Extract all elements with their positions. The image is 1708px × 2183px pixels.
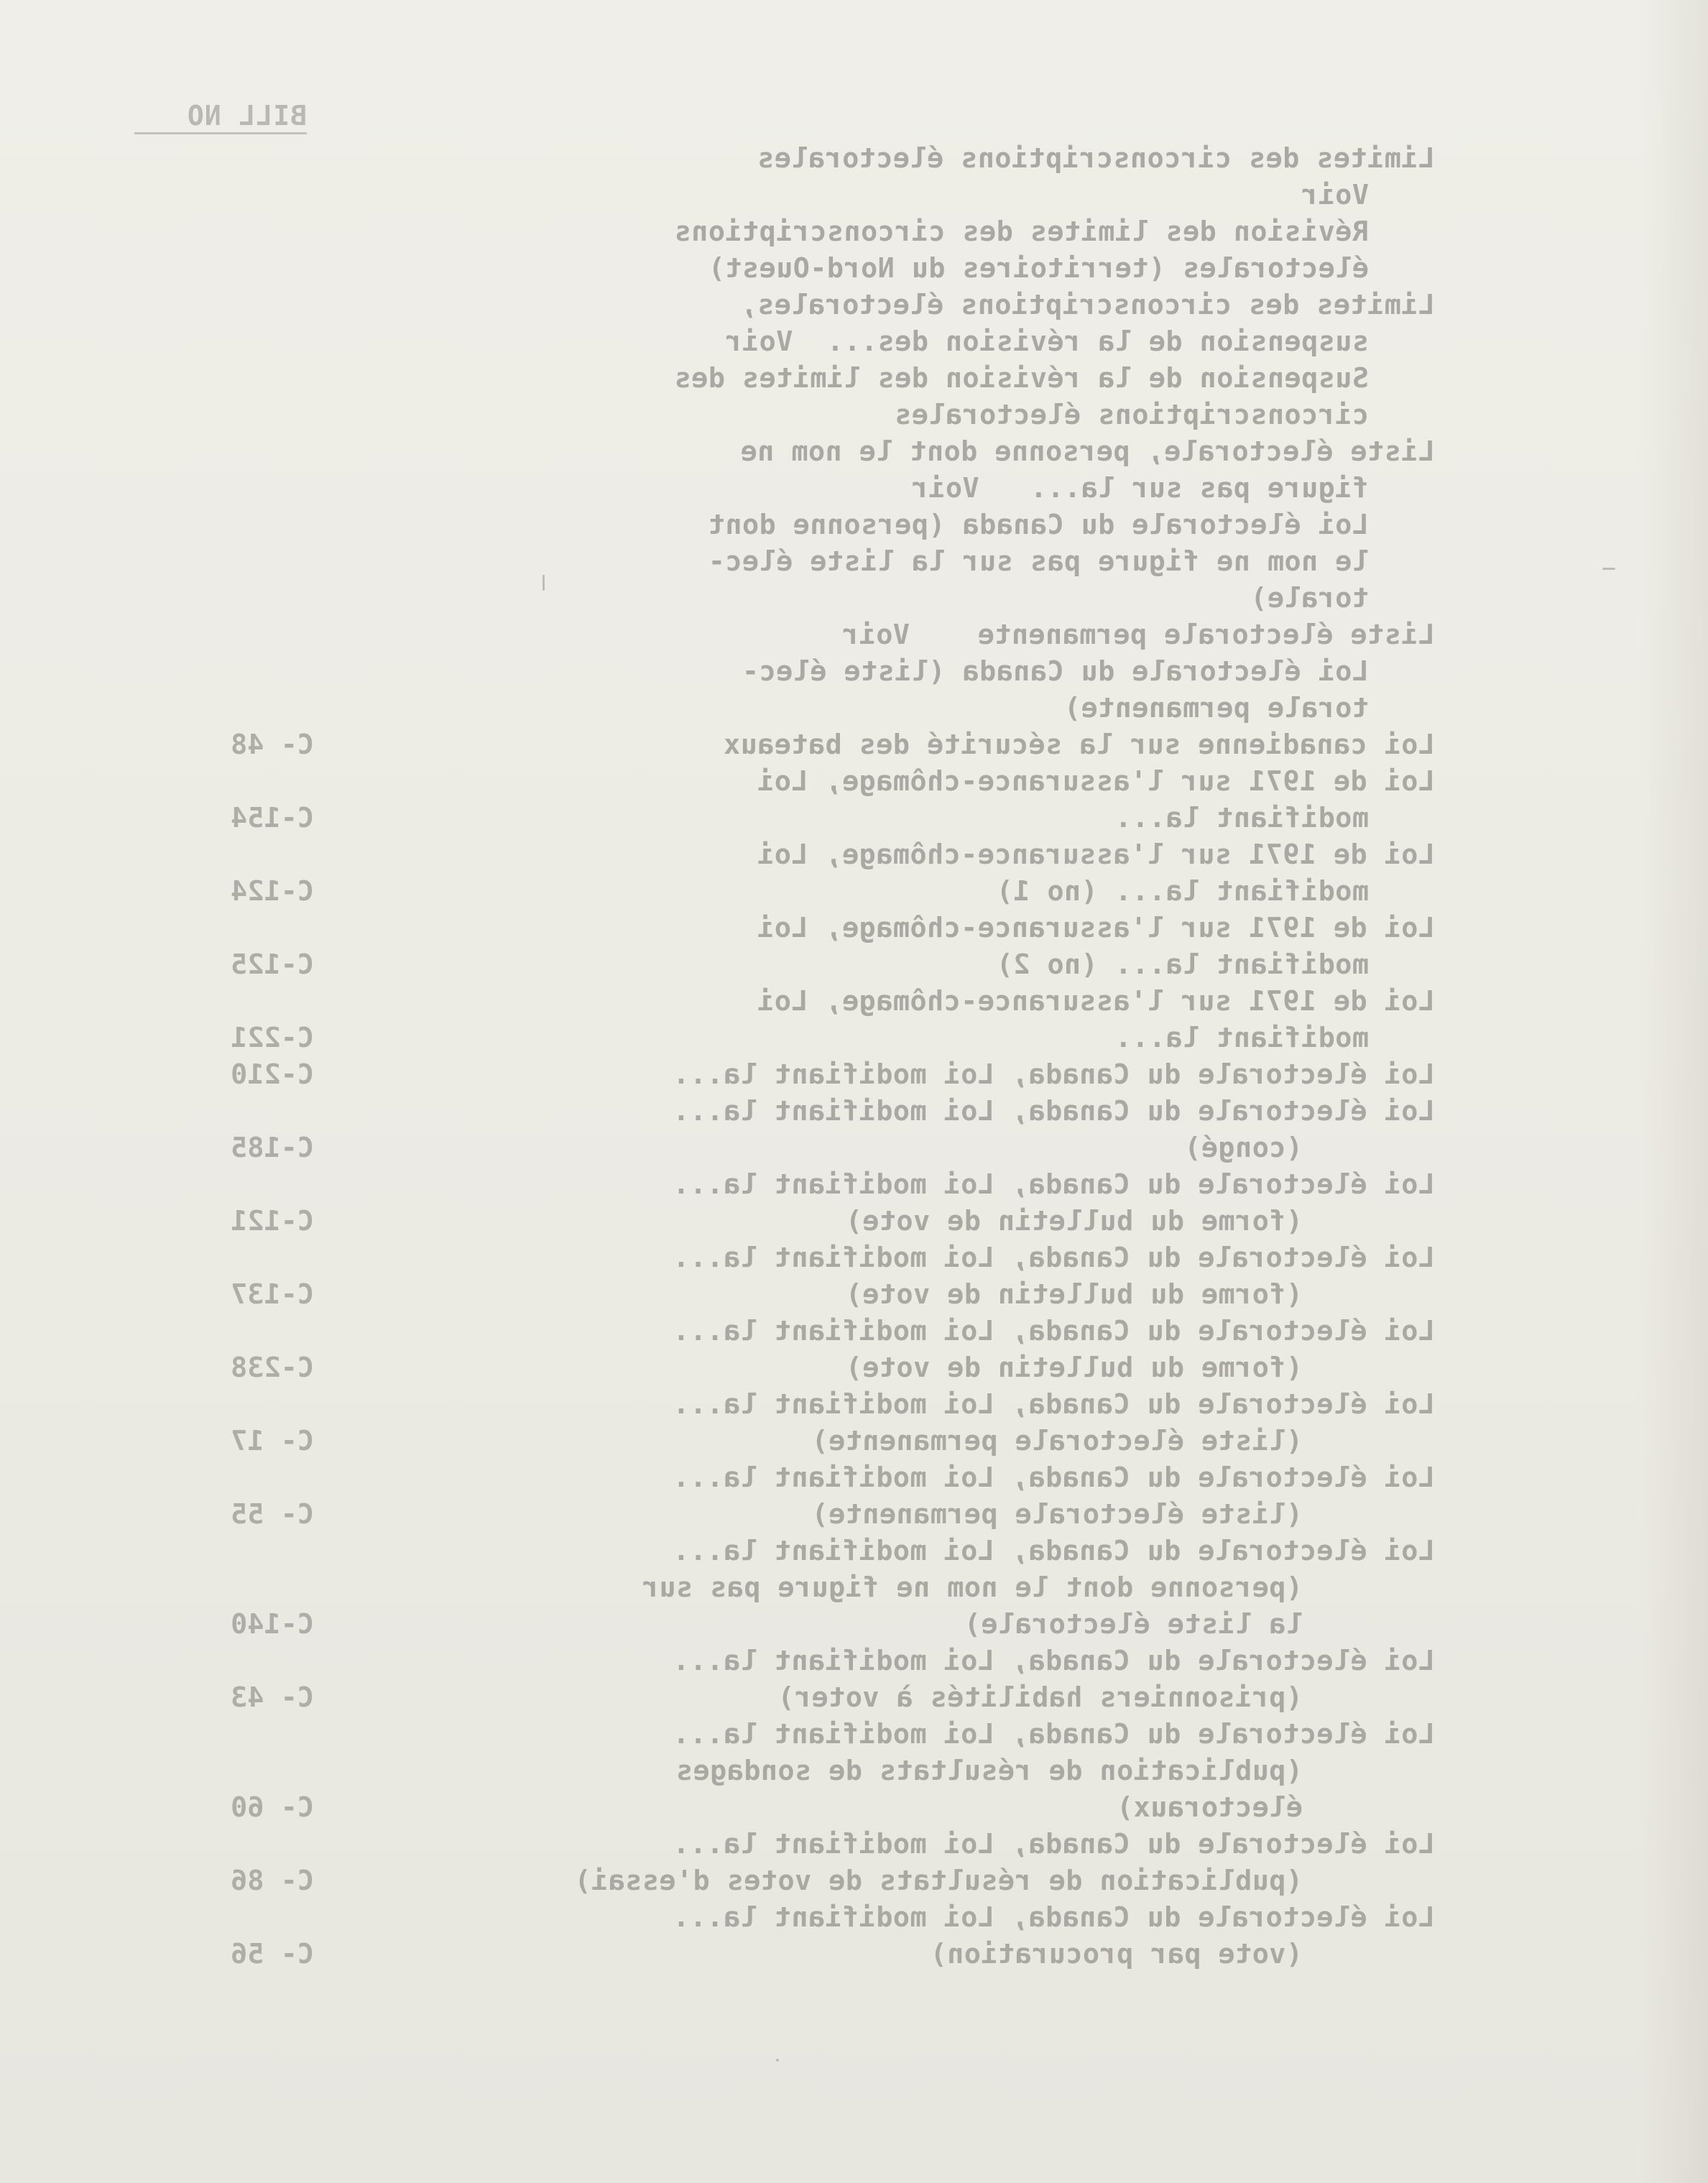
entry-text [407, 1716, 1435, 1826]
index-entry [170, 763, 1435, 836]
entry-text [407, 287, 1435, 433]
index-entry [170, 910, 1435, 983]
entry-line: (forme du bulletin de vote) [845, 1352, 1303, 1384]
entry-line: modifiant la... [1114, 1022, 1369, 1054]
entry-line: électorales (territoires du Nord-Ouest) [708, 252, 1369, 285]
index-entry [170, 433, 1435, 617]
entry-text [407, 1093, 1435, 1166]
bill-number: C- 55 [231, 1498, 314, 1531]
entry-line: Loi électorale du Canada, Loi modifiant la... [672, 1901, 1435, 1934]
entry-text [407, 1533, 1435, 1643]
bill-number: C-210 [231, 1058, 314, 1091]
entry-line: Révision des limites des circonscriptions [674, 216, 1369, 248]
bill-number: C-154 [231, 802, 314, 834]
index-entry [170, 1056, 1435, 1093]
index-entry [170, 1386, 1435, 1459]
index-entry [170, 1533, 1435, 1643]
entry-text [407, 617, 1435, 726]
index-entry [170, 983, 1435, 1056]
index-entry [170, 1166, 1435, 1240]
bill-number: C-238 [231, 1352, 314, 1384]
entry-line: (forme du bulletin de vote) [845, 1205, 1303, 1237]
entry-text [407, 1459, 1435, 1533]
entry-line: Loi électorale du Canada, Loi modifiant la... [672, 1242, 1435, 1274]
entry-line: la liste électorale) [964, 1608, 1303, 1640]
entry-line: Loi électorale du Canada, Loi modifiant la... [672, 1828, 1435, 1860]
index-entry [170, 140, 1435, 287]
bill-number: C- 43 [231, 1681, 314, 1714]
entry-text [407, 1386, 1435, 1459]
bill-number: C-121 [231, 1205, 314, 1237]
entry-line: Loi de 1971 sur l'assurance-chômage, Loi [757, 912, 1435, 944]
index-entry [170, 287, 1435, 433]
entry-text [407, 1056, 1435, 1093]
entry-line: (forme du bulletin de vote) [845, 1278, 1303, 1311]
entry-text [407, 1240, 1435, 1313]
bill-number: C-221 [231, 1022, 314, 1054]
bill-number: C-125 [231, 949, 314, 981]
entry-text [407, 763, 1435, 836]
bill-number: C- 48 [231, 729, 314, 761]
entry-line: modifiant la... (no 1) [996, 875, 1369, 908]
index-entry [170, 1459, 1435, 1533]
entry-line: torale permanente) [1063, 692, 1369, 724]
bill-number: C-185 [231, 1132, 314, 1164]
entry-text [407, 726, 1435, 763]
entry-line: Loi de 1971 sur l'assurance-chômage, Loi [757, 765, 1435, 798]
entry-line: Loi électorale du Canada, Loi modifiant la... [672, 1388, 1435, 1421]
column-header: BILL NO [134, 101, 307, 134]
entry-line: Loi électorale du Canada (liste élec- [742, 655, 1369, 688]
entry-line: torale) [1250, 582, 1369, 614]
index-entry [170, 1716, 1435, 1826]
entry-line: Liste électorale permanente Voir [841, 619, 1435, 651]
entry-line: (publication de résultats de votes d'essai) [574, 1865, 1303, 1897]
paper-mark [1602, 568, 1615, 570]
index-entries [170, 140, 1435, 1972]
paper-mark [543, 575, 545, 591]
index-entry [170, 836, 1435, 910]
entry-text [407, 836, 1435, 910]
entry-line: modifiant la... (no 2) [996, 949, 1369, 981]
entry-line: (liste électorale permanente) [811, 1425, 1303, 1457]
entry-line: Loi électorale du Canada, Loi modifiant la... [672, 1058, 1435, 1091]
entry-line: Loi de 1971 sur l'assurance-chômage, Loi [757, 839, 1435, 871]
index-entry [170, 1093, 1435, 1166]
entry-line: Loi électorale du Canada (personne dont [708, 509, 1369, 541]
entry-line: Loi électorale du Canada, Loi modifiant la... [672, 1315, 1435, 1347]
entry-text [407, 1643, 1435, 1716]
bill-number: C- 86 [231, 1865, 314, 1897]
entry-text [407, 1313, 1435, 1386]
entry-line: (liste électorale permanente) [811, 1498, 1303, 1531]
bill-number: C-124 [231, 875, 314, 908]
bill-number: C-137 [231, 1278, 314, 1311]
entry-line: Limites des circonscriptions électorales [757, 142, 1435, 175]
index-entry [170, 1899, 1435, 1972]
entry-line: Loi électorale du Canada, Loi modifiant la... [672, 1718, 1435, 1750]
entry-line: électoraux) [1116, 1791, 1303, 1824]
entry-line: Loi de 1971 sur l'assurance-chômage, Loi [757, 985, 1435, 1017]
entry-line: modifiant la... [1114, 802, 1369, 834]
entry-line: (congé) [1183, 1132, 1303, 1164]
entry-line: (publication de résultats de sondages [675, 1755, 1303, 1787]
entry-text [407, 983, 1435, 1056]
index-entry [170, 1826, 1435, 1899]
entry-line: Loi électorale du Canada, Loi modifiant la... [672, 1095, 1435, 1127]
entry-line: (prisonniers habilités à voter) [777, 1681, 1303, 1714]
bill-number: C-140 [231, 1608, 314, 1640]
entry-text [407, 1899, 1435, 1972]
entry-line: Suspension de la révision des limites des [674, 362, 1369, 394]
index-entry [170, 1643, 1435, 1716]
entry-line: Liste électorale, personne dont le nom ne [740, 435, 1435, 468]
entry-line: Loi électorale du Canada, Loi modifiant la... [672, 1462, 1435, 1494]
entry-line: figure pas sur la... Voir [911, 472, 1369, 504]
entry-line: circonscriptions électorales [894, 399, 1369, 431]
entry-text [407, 140, 1435, 287]
paper-speck [776, 2059, 779, 2062]
index-entry [170, 1240, 1435, 1313]
bill-number: C- 56 [231, 1938, 314, 1970]
entry-text [407, 1166, 1435, 1240]
index-entry [170, 726, 1435, 763]
entry-text [407, 910, 1435, 983]
entry-line: le nom ne figure pas sur la liste élec- [708, 545, 1369, 578]
bill-number: C- 17 [231, 1425, 314, 1457]
entry-line: Voir [1301, 179, 1369, 211]
bill-number: C- 60 [231, 1791, 314, 1824]
entry-line: Loi électorale du Canada, Loi modifiant la... [672, 1645, 1435, 1677]
index-entry [170, 1313, 1435, 1386]
entry-text [407, 433, 1435, 617]
entry-text [407, 1826, 1435, 1899]
entry-line: suspension de la révision des... Voir [724, 326, 1369, 358]
entry-line: (vote par procuration) [930, 1938, 1303, 1970]
entry-line: Loi électorale du Canada, Loi modifiant la... [672, 1535, 1435, 1567]
entry-line: Loi électorale du Canada, Loi modifiant la... [672, 1168, 1435, 1201]
entry-line: (personne dont le nom ne figure pas sur [642, 1572, 1303, 1604]
index-entry [170, 617, 1435, 726]
entry-line: Limites des circonscriptions électorales, [740, 289, 1435, 321]
entry-line: Loi canadienne sur la sécurité des bateaux [723, 729, 1435, 761]
